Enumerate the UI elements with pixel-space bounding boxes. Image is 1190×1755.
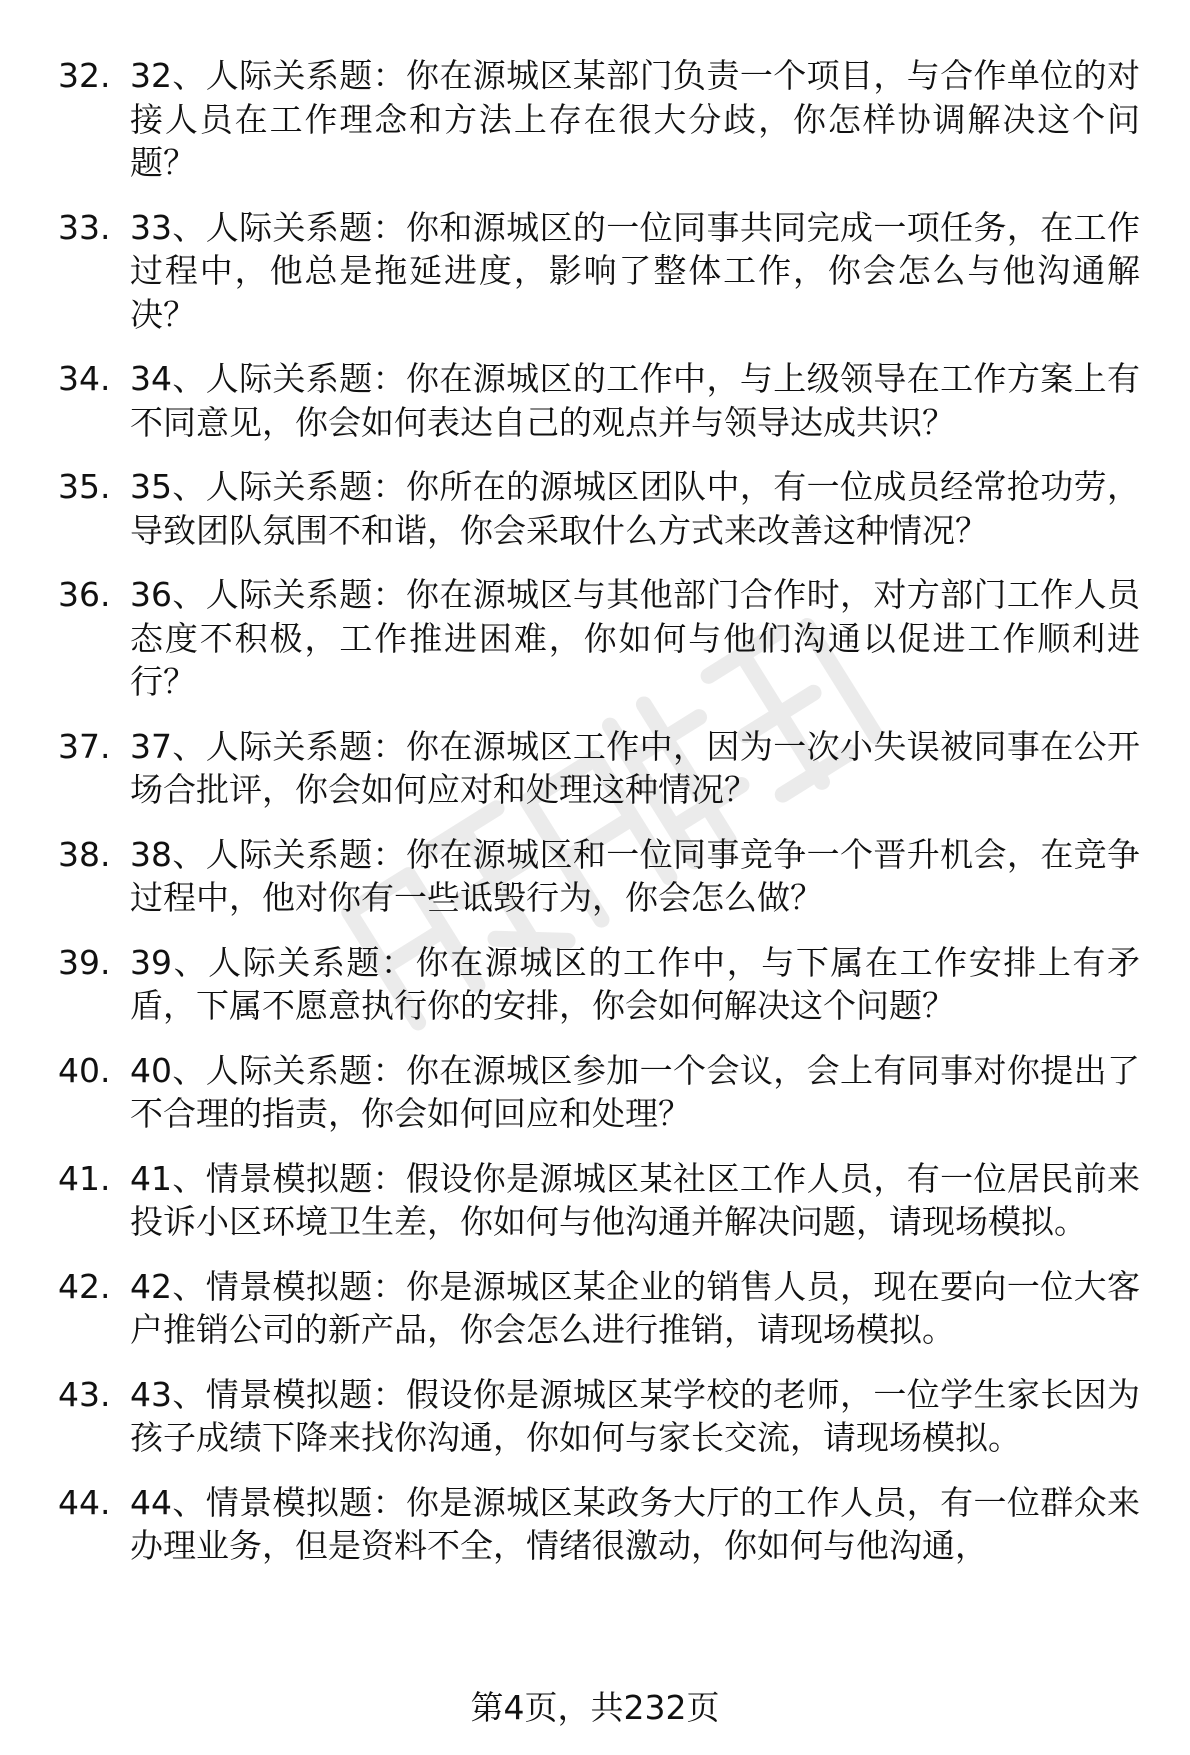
list-item: [58, 465, 1148, 552]
list-item: [58, 357, 1148, 444]
item-text: 38、人际关系题：你在源城区和一位同事竞争一个晋升机会，在竞争过程中，他对你有一些诋毁行为，你会怎么做？: [130, 834, 1140, 917]
item-number: 35.: [58, 467, 111, 506]
item-text: 39、人际关系题：你在源城区的工作中，与下属在工作安排上有矛盾，下属不愿意执行你的安排，你会如何解决这个问题？: [130, 942, 1140, 1025]
item-text: 40、人际关系题：你在源城区参加一个会议，会上有同事对你提出了不合理的指责，你会如何回应和处理？: [130, 1050, 1140, 1133]
item-text: 34、人际关系题：你在源城区的工作中，与上级领导在工作方案上有不同意见，你会如何表达自己的观点并与领导达成共识？: [130, 359, 1140, 442]
item-text: 43、情景模拟题：假设你是源城区某学校的老师，一位学生家长因为孩子成绩下降来找你沟通，你如何与家长交流，请现场模拟。: [130, 1374, 1140, 1457]
item-number: 40.: [58, 1050, 111, 1090]
item-text: 41、情景模拟题：假设你是源城区某社区工作人员，有一位居民前来投诉小区环境卫生差，你如何与他沟通并解决问题，请现场模拟。: [130, 1158, 1140, 1241]
item-number: 43.: [58, 1374, 111, 1414]
list-item: [58, 206, 1148, 337]
item-text: 33、人际关系题：你和源城区的一位同事共同完成一项任务，在工作过程中，他总是拖延进度，影响了整体工作，你会怎么与他沟通解决？: [130, 207, 1140, 334]
list-item: [58, 941, 1148, 1028]
page-number-footer: 第4页，共232页: [470, 1688, 720, 1727]
question-list: [58, 54, 1148, 1589]
item-text: 44、情景模拟题：你是源城区某政务大厅的工作人员，有一位群众来办理业务，但是资料不全，情绪很激动，你如何与他沟通，: [130, 1482, 1140, 1565]
list-item: [58, 1049, 1148, 1136]
item-number: 34.: [58, 359, 111, 398]
list-item: [58, 1265, 1148, 1352]
item-text: 35、人际关系题：你所在的源城区团队中，有一位成员经常抢功劳，导致团队氛围不和谐，你会采取什么方式来改善这种情况？: [130, 467, 1140, 550]
item-text: 32、人际关系题：你在源城区某部门负责一个项目，与合作单位的对接人员在工作理念和方法上存在很大分歧，你怎样协调解决这个问题？: [130, 56, 1140, 182]
item-number: 38.: [58, 834, 111, 874]
item-text: 36、人际关系题：你在源城区与其他部门合作时，对方部门工作人员态度不积极，工作推进困难，你如何与他们沟通以促进工作顺利进行？: [130, 575, 1140, 701]
item-number: 36.: [58, 575, 111, 614]
item-text: 37、人际关系题：你在源城区工作中，因为一次小失误被同事在公开场合批评，你会如何应对和处理这种情况？: [130, 726, 1140, 809]
list-item: [58, 725, 1148, 812]
item-number: 32.: [58, 56, 111, 95]
list-item: [58, 1157, 1148, 1244]
list-item: [58, 1373, 1148, 1460]
list-item: [58, 833, 1148, 920]
list-item: [58, 573, 1148, 704]
item-number: 42.: [58, 1266, 111, 1306]
list-item: [58, 1481, 1148, 1568]
item-number: 44.: [58, 1482, 111, 1522]
item-text: 42、情景模拟题：你是源城区某企业的销售人员，现在要向一位大客户推销公司的新产品，你会怎么进行推销，请现场模拟。: [130, 1266, 1140, 1349]
item-number: 39.: [58, 942, 111, 982]
item-number: 41.: [58, 1158, 111, 1198]
list-item: [58, 54, 1148, 185]
item-number: 37.: [58, 726, 111, 766]
item-number: 33.: [58, 207, 111, 247]
